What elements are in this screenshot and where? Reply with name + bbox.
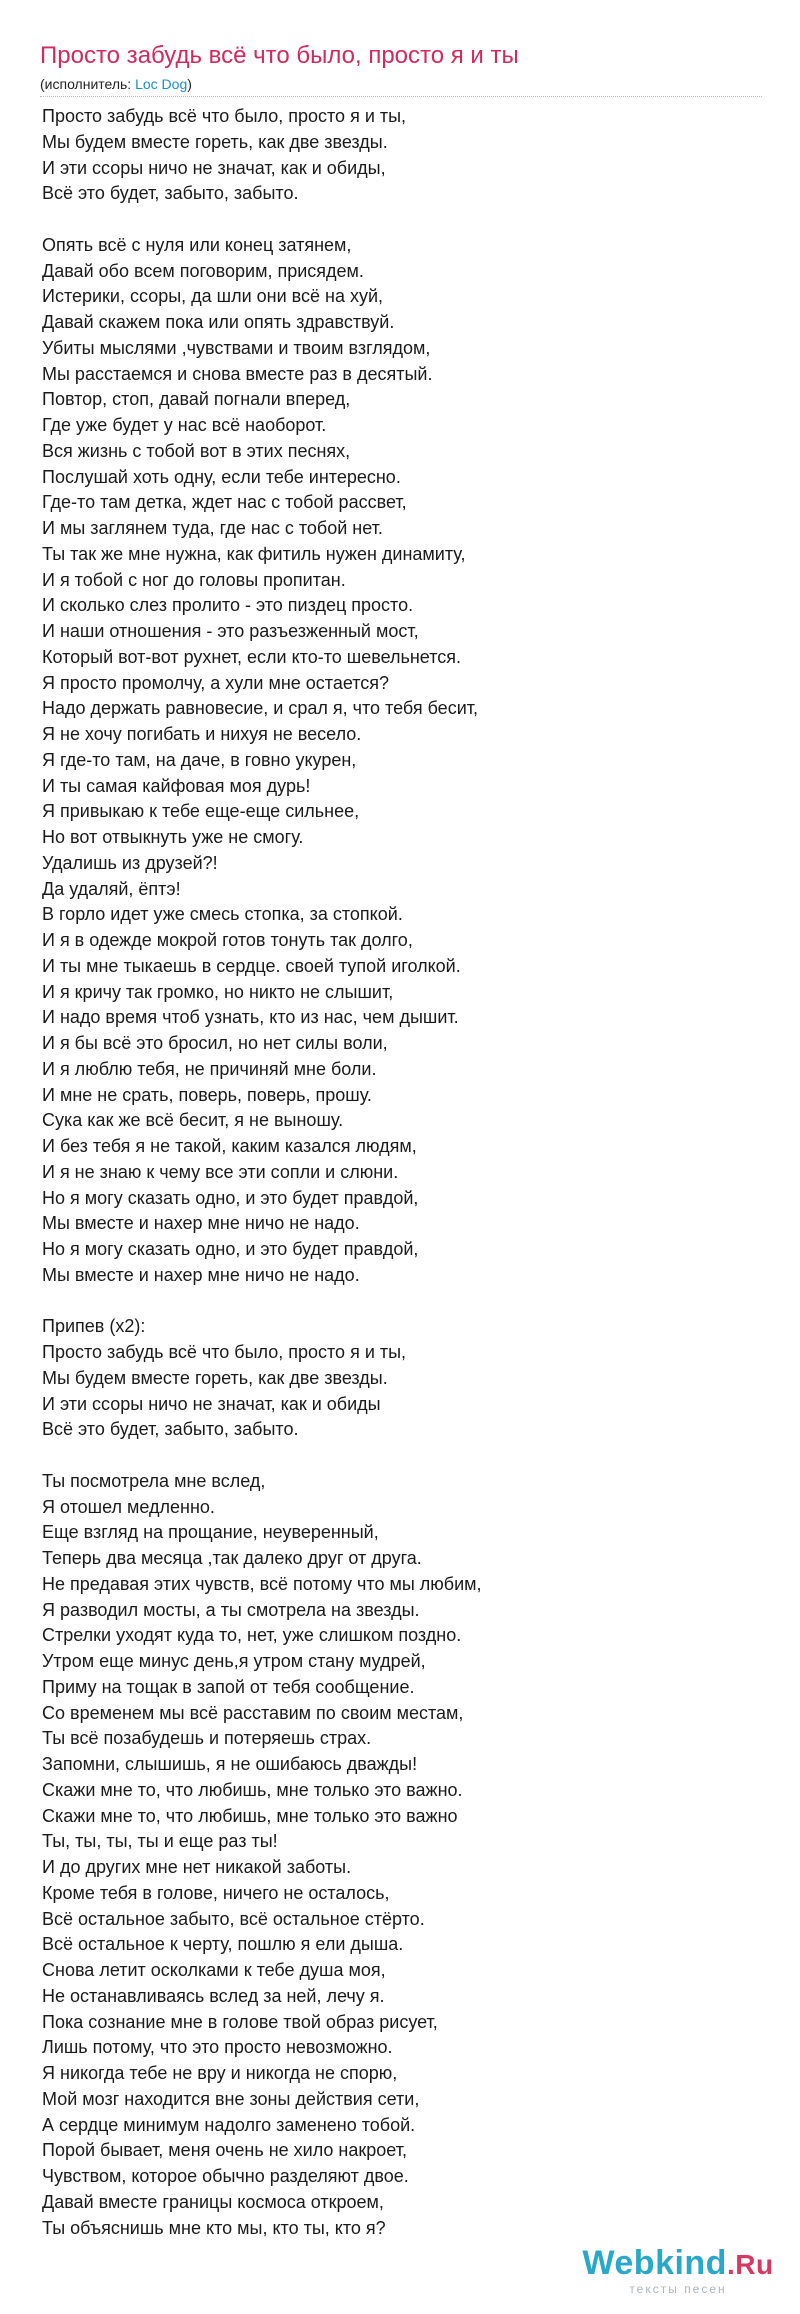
lyric-line: Скажи мне то, что любишь, мне только это важно — [42, 1805, 458, 1826]
lyric-line: Всё остальное к черту, пошлю я ели дыша. — [42, 1934, 404, 1955]
lyric-line: Мы вместе и нахер мне ничо не надо. — [42, 1264, 360, 1285]
lyric-line: Не останавливаясь вслед за ней, лечу я. — [42, 1985, 385, 2006]
lyric-line: Утром еще минус день,я утром стану мудрей, — [42, 1651, 426, 1671]
lyric-line: Убиты мыслями ,чувствами и твоим взглядом, — [42, 337, 431, 358]
lyric-line: Сука как же всё бесит, я не выношу. — [42, 1110, 344, 1131]
logo-web: Web — [582, 2244, 656, 2282]
lyrics-body — [42, 104, 762, 2241]
lyric-line: Мы будем вместе гореть, как две звезды. — [42, 1367, 388, 1388]
lyric-line: И я люблю тебя, не причиняй мне боли. — [42, 1058, 377, 1079]
stanza-gap — [42, 1289, 762, 1315]
lyric-line: И я не знаю к чему все эти сопли и слюни. — [42, 1161, 399, 1182]
performer-suffix: ) — [187, 76, 192, 92]
performer-prefix: (исполнитель: — [40, 76, 136, 92]
performer-line — [40, 74, 760, 94]
lyric-line: В горло идет уже смесь стопка, за стопкой. — [42, 904, 403, 925]
page-header — [40, 40, 760, 94]
lyric-line: Давай обо всем поговорим, присядем. — [42, 260, 364, 281]
webkind-logo[interactable] — [578, 2244, 778, 2296]
lyric-line: Повтор, стоп, давай погнали вперед, — [42, 389, 351, 410]
lyric-line: Пока сознание мне в голове твой образ рисует, — [42, 2011, 438, 2032]
lyric-line: Но вот отвыкнуть уже не смогу. — [42, 827, 304, 847]
lyric-line: И до других мне нет никакой заботы. — [42, 1857, 352, 1877]
lyric-line: Я разводил мосты, а ты смотрела на звезды. — [42, 1599, 420, 1620]
lyric-line: Где уже будет у нас всё наоборот. — [42, 415, 327, 435]
lyric-line: Вся жизнь с тобой вот в этих песнях, — [42, 440, 351, 461]
lyric-line: Кроме тебя в голове, ничего не осталось, — [42, 1882, 390, 1903]
lyric-line: Лишь потому, что это просто невозможно. — [42, 2037, 393, 2058]
lyric-line: Послушай хоть одну, если тебе интересно. — [42, 466, 401, 487]
lyric-line: И ты самая кайфовая моя дурь! — [42, 775, 311, 796]
lyric-line: Я привыкаю к тебе еще-еще сильнее, — [42, 801, 360, 822]
lyric-line: Истерики, ссоры, да шли они всё на хуй, — [42, 286, 384, 307]
stanza-gap — [42, 1443, 762, 1469]
lyric-line: Запомни, слышишь, я не ошибаюсь дважды! — [42, 1754, 418, 1774]
lyric-line: И наши отношения - это разъезженный мост, — [42, 621, 419, 641]
lyric-line: Ты посмотрела мне вслед, — [42, 1470, 266, 1491]
lyric-line: Снова летит осколками к тебе душа моя, — [42, 1960, 386, 1980]
lyric-line: Давай скажем пока или опять здравствуй. — [42, 312, 395, 332]
lyric-line: Я никогда тебе не вру и никогда не спорю, — [42, 2063, 398, 2083]
lyric-line: Приму на тощак в запой от тебя сообщение. — [42, 1676, 415, 1697]
lyric-line: Я не хочу погибать и нихуя не весело. — [42, 724, 362, 744]
lyric-line: И я тобой с ног до головы пропитан. — [42, 569, 346, 590]
lyric-line: И я бы всё это бросил, но нет силы воли, — [42, 1033, 388, 1053]
lyric-line: Я просто промолчу, а хули мне остается? — [42, 672, 390, 693]
lyric-line: Но я могу сказать одно, и это будет правдой, — [42, 1239, 419, 1259]
lyric-line: И мне не срать, поверь, поверь, прошу. — [42, 1084, 372, 1105]
lyric-line: И я в одежде мокрой готов тонуть так долго, — [42, 930, 413, 950]
lyric-line: Мы расстаемся и снова вместе раз в десятый. — [42, 363, 433, 384]
lyric-line: Мы будем вместе гореть, как две звезды. — [42, 131, 388, 152]
lyric-line: Стрелки уходят куда то, нет, уже слишком поздно. — [42, 1625, 462, 1646]
lyric-line: И эти ссоры ничо не значат, как и обиды — [42, 1393, 381, 1414]
lyric-line: Опять всё с нуля или конец затянем, — [42, 234, 352, 255]
lyric-line: И без тебя я не такой, каким казался людям, — [42, 1136, 417, 1156]
lyric-line: Со временем мы всё расставим по своим местам, — [42, 1702, 464, 1723]
lyric-line: Всё остальное забыто, всё остальное стёрто. — [42, 1908, 425, 1929]
lyric-line: Просто забудь всё что было, просто я и ты, — [42, 106, 407, 126]
lyric-line: Еще взгляд на прощание, неуверенный, — [42, 1522, 379, 1543]
lyric-line: Ты объяснишь мне кто мы, кто ты, кто я? — [42, 2217, 386, 2238]
logo-subtitle: тексты песен — [629, 2282, 727, 2296]
header-divider — [40, 96, 762, 97]
lyric-line: Но я могу сказать одно, и это будет правдой, — [42, 1187, 419, 1208]
lyric-line: И ты мне тыкаешь в сердце. своей тупой иголкой. — [42, 955, 461, 976]
lyric-line: И надо время чтоб узнать, кто из нас, чем дышит. — [42, 1007, 459, 1028]
lyric-line: Припев (x2): — [42, 1316, 146, 1337]
lyric-line: Мы вместе и нахер мне ничо не надо. — [42, 1213, 360, 1234]
stanza-gap — [42, 207, 762, 233]
lyric-line: Не предавая этих чувств, всё потому что мы любим, — [42, 1573, 482, 1594]
lyric-line: Ты, ты, ты, ты и еще раз ты! — [42, 1831, 278, 1852]
lyric-line: Всё это будет, забыто, забыто. — [42, 183, 299, 204]
lyric-line: Мой мозг находится вне зоны действия сети, — [42, 2088, 420, 2109]
lyric-line: Просто забудь всё что было, просто я и ты, — [42, 1342, 407, 1362]
lyric-line: И эти ссоры ничо не значат, как и обиды, — [42, 157, 386, 178]
song-title: Просто забудь всё что было, просто я и ты — [40, 42, 519, 69]
logo-ru: .Ru — [726, 2249, 774, 2280]
logo-kind: kind — [655, 2244, 727, 2282]
lyric-line: Который вот-вот рухнет, если кто-то шевельнется. — [42, 646, 462, 667]
lyric-line: Я отошел медленно. — [42, 1496, 215, 1517]
lyric-line: Теперь два месяца ,так далеко друг от друга. — [42, 1548, 422, 1568]
logo-wordmark — [578, 2244, 778, 2284]
lyric-line: Надо держать равновесие, и срал я, что тебя бесит, — [42, 698, 478, 719]
performer-link[interactable]: Loc Dog — [135, 76, 188, 92]
lyric-line: Ты всё позабудешь и потеряешь страх. — [42, 1728, 372, 1749]
lyric-line: А сердце минимум надолго заменено тобой. — [42, 2114, 416, 2135]
lyric-line: Порой бывает, меня очень не хило накроет, — [42, 2140, 407, 2161]
lyric-line: И мы заглянем туда, где нас с тобой нет. — [42, 518, 383, 538]
lyric-line: Давай вместе границы космоса откроем, — [42, 2191, 384, 2212]
lyric-line: Я где-то там, на даче, в говно укурен, — [42, 749, 357, 770]
lyric-line: Всё это будет, забыто, забыто. — [42, 1419, 299, 1440]
lyric-line: Чувством, которое обычно разделяют двое. — [42, 2166, 409, 2186]
lyric-line: И я кричу так громко, но никто не слышит, — [42, 981, 394, 1002]
lyric-line: И сколько слез пролито - это пиздец просто. — [42, 595, 414, 616]
lyric-line: Да удаляй, ёптэ! — [42, 878, 181, 899]
lyric-line: Скажи мне то, что любишь, мне только это важно. — [42, 1779, 463, 1800]
lyric-line: Ты так же мне нужна, как фитиль нужен динамиту, — [42, 543, 466, 564]
lyric-line: Где-то там детка, ждет нас с тобой рассвет, — [42, 492, 407, 513]
lyric-line: Удалишь из друзей?! — [42, 852, 218, 873]
